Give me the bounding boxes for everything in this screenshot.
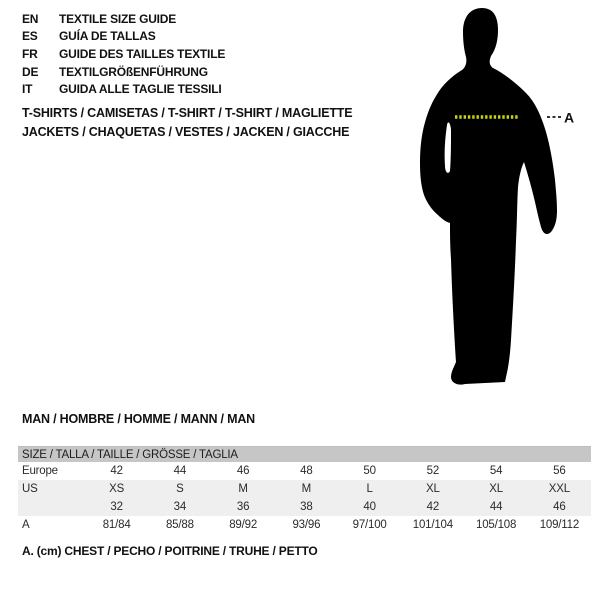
- language-label: GUÍA DE TALLAS: [59, 29, 156, 44]
- size-cell: M: [275, 480, 338, 498]
- row-label: [18, 498, 85, 516]
- size-cell: 56: [553, 465, 566, 477]
- size-table: [18, 446, 591, 534]
- size-cell: 52: [426, 465, 440, 477]
- table-row-us-letters: [18, 480, 591, 498]
- size-cell: 40: [338, 498, 401, 516]
- category-lines: [22, 104, 352, 142]
- size-cell: XXL: [528, 480, 591, 498]
- table-row-us-numbers: [18, 498, 591, 516]
- table-header-row: [18, 447, 591, 463]
- language-row: [22, 80, 225, 98]
- language-label: GUIDA ALLE TAGLIE TESSILI: [59, 82, 222, 97]
- footnote-chest: A. (cm) CHEST / PECHO / POITRINE / TRUHE / PETTO: [22, 544, 318, 558]
- size-cell: 48: [300, 465, 313, 477]
- language-row: [22, 28, 225, 46]
- size-cell: 32: [85, 498, 148, 516]
- size-cell: 93/96: [292, 519, 321, 531]
- size-cell: 101/104: [412, 519, 453, 531]
- size-cell: 46: [528, 498, 591, 516]
- language-list: [22, 10, 225, 98]
- row-label: A: [22, 519, 30, 531]
- size-cell: M: [212, 480, 275, 498]
- size-cell: 81/84: [102, 519, 131, 531]
- size-cell: 34: [148, 498, 211, 516]
- size-cell: 44: [465, 498, 528, 516]
- size-cell: 42: [401, 498, 464, 516]
- language-label: TEXTILE SIZE GUIDE: [59, 11, 177, 26]
- size-cell: XL: [401, 480, 464, 498]
- language-code: EN: [22, 11, 39, 26]
- size-cell: 38: [275, 498, 338, 516]
- table-header-label: SIZE / TALLA / TAILLE / GRÖSSE / TAGLIA: [18, 447, 591, 463]
- section-title-man: MAN / HOMBRE / HOMME / MANN / MAN: [22, 412, 255, 426]
- size-cell: 54: [489, 465, 503, 477]
- size-cell: 42: [110, 465, 123, 477]
- category-line-jackets: JACKETS / CHAQUETAS / VESTES / JACKEN / GIACCHE: [22, 125, 350, 139]
- row-label: Europe: [22, 465, 58, 477]
- size-cell: 109/112: [539, 519, 580, 531]
- category-line-tshirts: T-SHIRTS / CAMISETAS / T-SHIRT / T-SHIRT / MAGLIETTE: [22, 106, 353, 120]
- row-label: US: [18, 480, 85, 498]
- size-cell: S: [148, 480, 211, 498]
- table-row-europe: [18, 462, 591, 480]
- language-row: [22, 45, 225, 63]
- language-code: DE: [22, 64, 39, 79]
- man-silhouette: [405, 5, 577, 390]
- size-cell: 89/92: [229, 519, 258, 531]
- language-label: GUIDE DES TAILLES TEXTILE: [59, 46, 226, 61]
- size-cell: 85/88: [165, 519, 194, 531]
- measure-label-a: A: [564, 109, 575, 126]
- size-cell: 105/108: [476, 519, 517, 531]
- language-label: TEXTILGRÖßENFÜHRUNG: [59, 64, 208, 79]
- language-code: IT: [22, 82, 33, 97]
- size-cell: L: [338, 480, 401, 498]
- language-code: ES: [22, 29, 38, 44]
- language-row: [22, 10, 225, 28]
- size-cell: XL: [465, 480, 528, 498]
- man-silhouette-shape: [420, 8, 557, 385]
- size-cell: XS: [85, 480, 148, 498]
- language-row: [22, 63, 225, 81]
- size-cell: 50: [363, 465, 376, 477]
- table-row-chest-a: [18, 516, 591, 534]
- size-cell: 46: [236, 465, 250, 477]
- language-code: FR: [22, 46, 38, 61]
- size-cell: 36: [212, 498, 275, 516]
- size-cell: 97/100: [352, 519, 387, 531]
- figure: [405, 5, 577, 390]
- size-cell: 44: [173, 465, 187, 477]
